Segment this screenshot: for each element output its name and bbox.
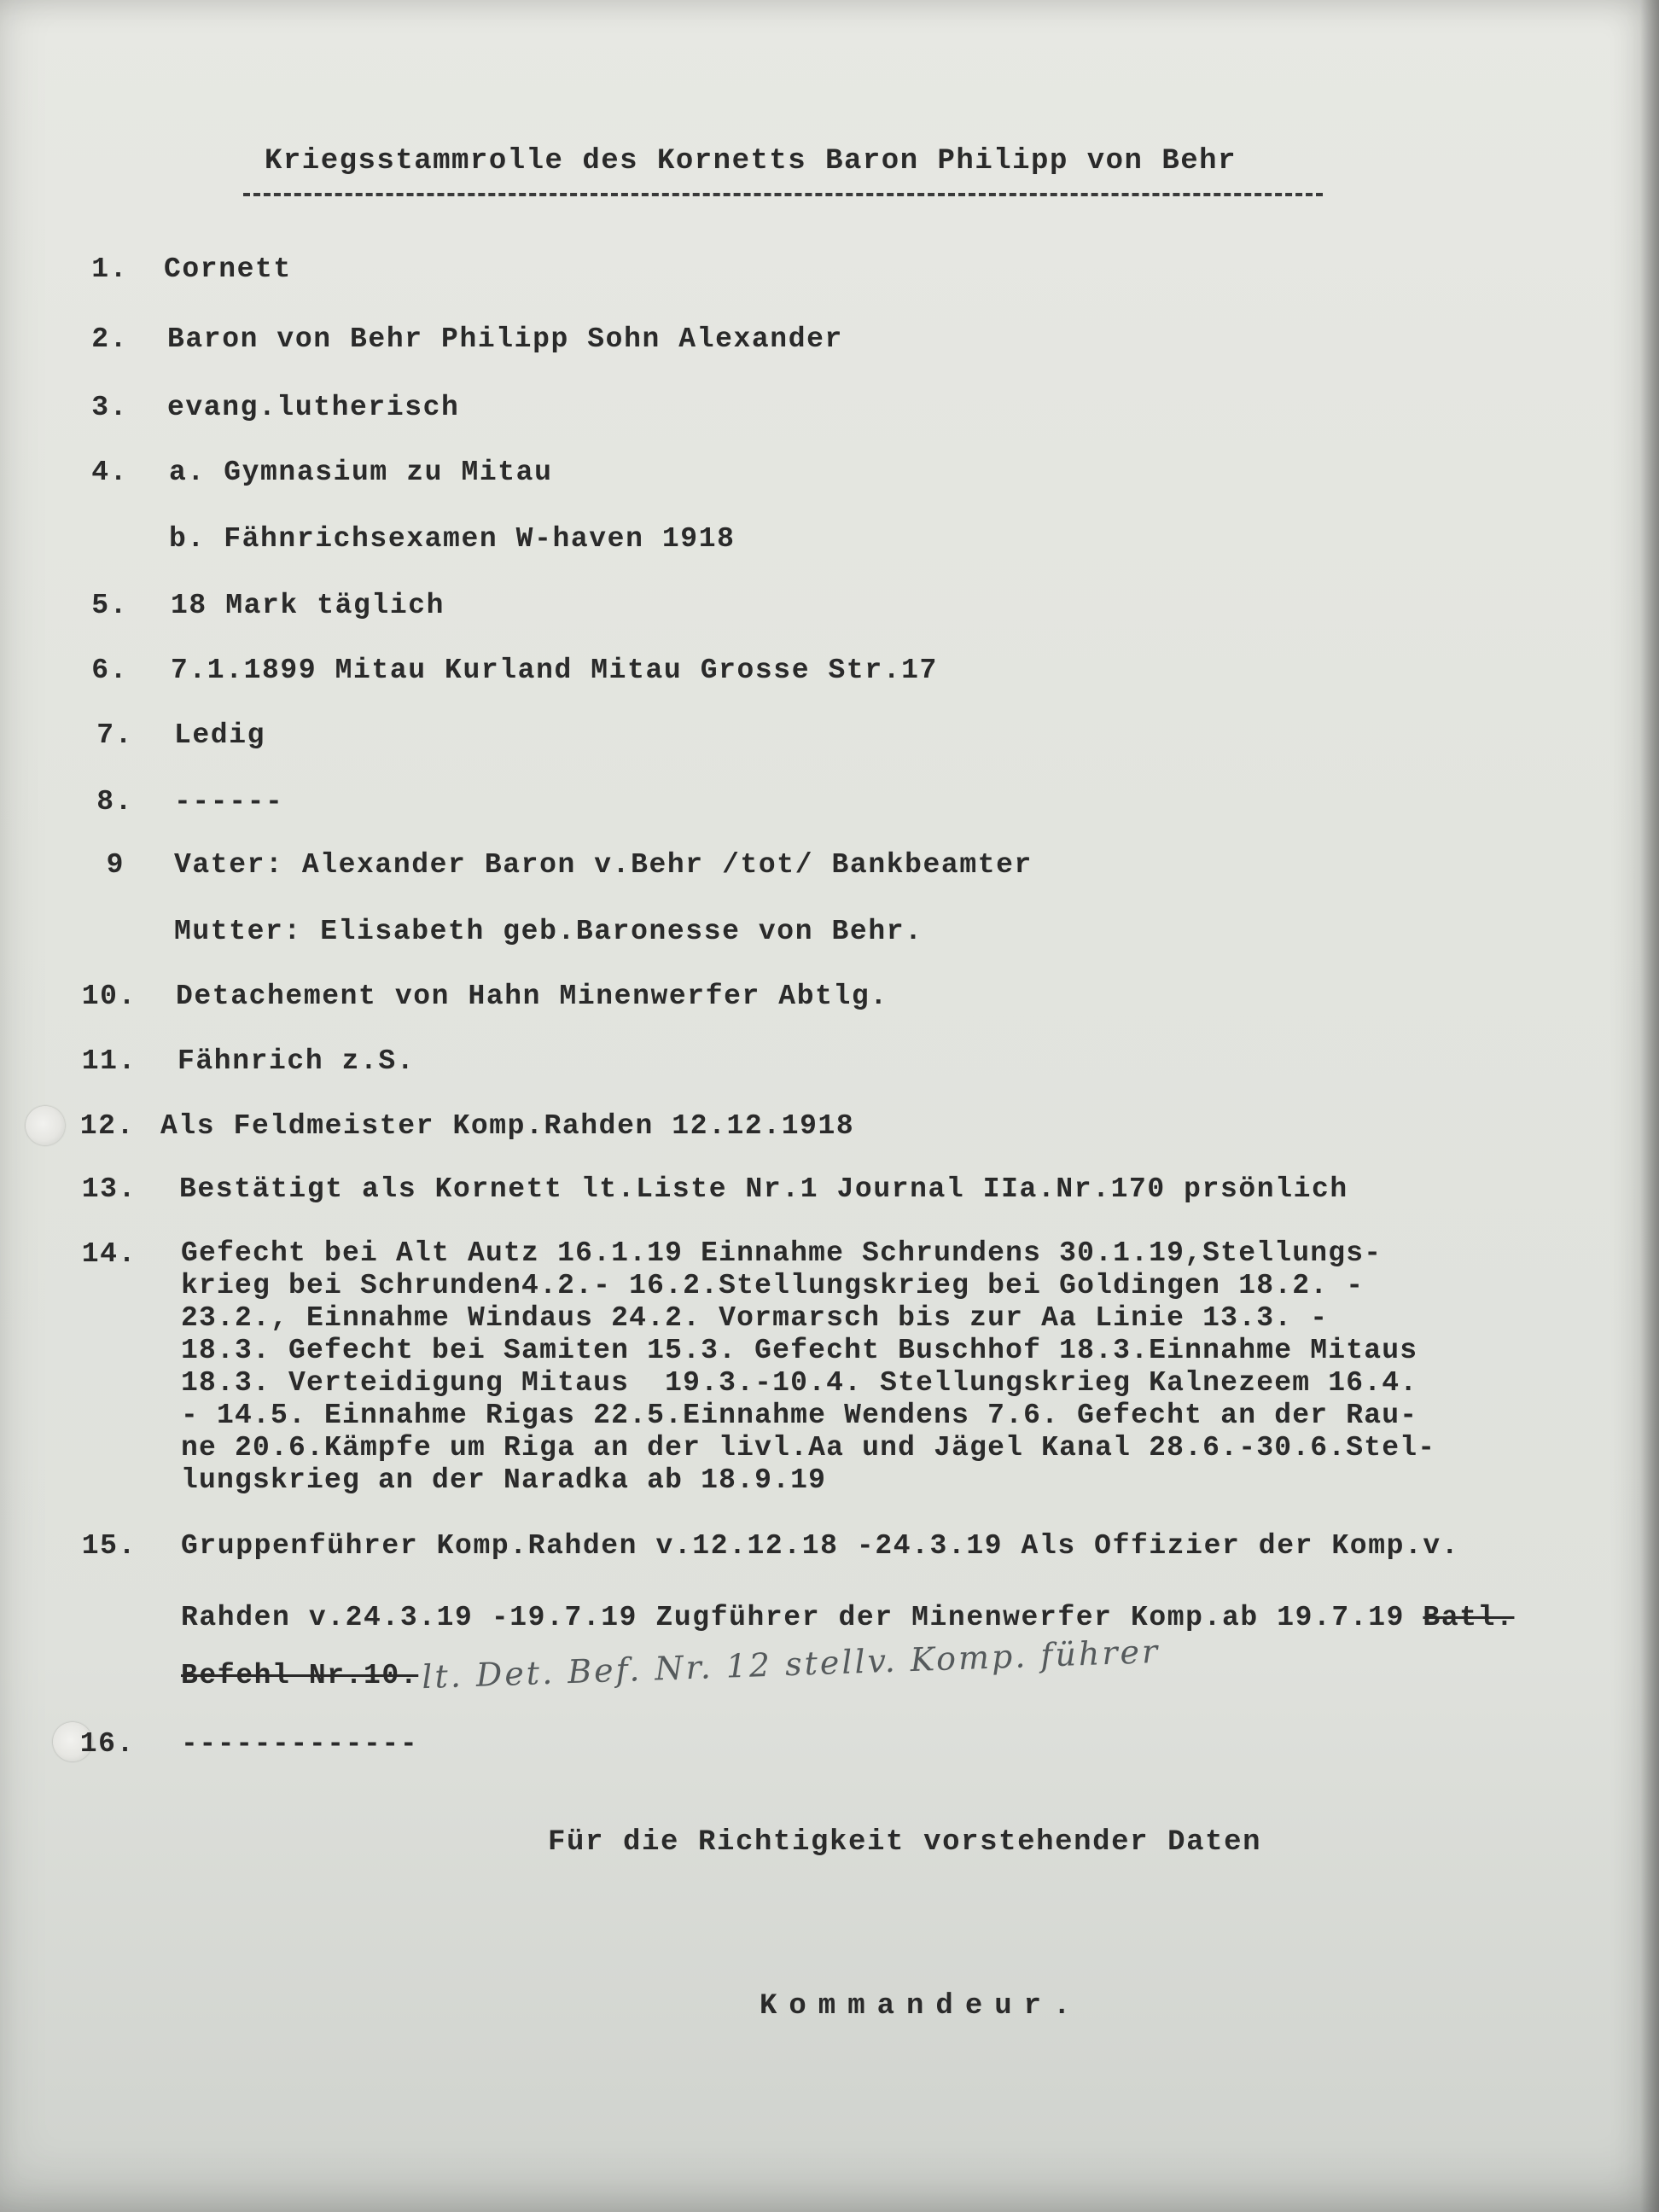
entry-number: 15.: [81, 1530, 137, 1562]
entry-text: -------------: [181, 1728, 419, 1760]
entry-number: 4.: [91, 457, 128, 488]
entry-number: 3.: [91, 392, 128, 423]
entry-text: Vater: Alexander Baron v.Behr /tot/ Bankbeamter: [174, 849, 1033, 881]
entry-number: 5.: [91, 590, 128, 621]
signature-label: Kommandeur.: [760, 1990, 1083, 2023]
struck-text: Befehl Nr.10.: [181, 1660, 419, 1691]
paper-edge-shadow: [1640, 0, 1659, 2212]
entry-text: a. Gymnasium zu Mitau: [169, 457, 553, 488]
entry-number: 10.: [81, 981, 137, 1012]
entry-14-campaign-text: Gefecht bei Alt Autz 16.1.19 Einnahme Schrundens 30.1.19,Stellungs- krieg bei Schrunden4.2.- 16.2.Stellungskrieg bei Goldingen 18.2. - 23.2., Einnahme Windaus 24.2. Vormarsch bis zur Aa Linie 13.3. - 18.3. Gefecht bei Samiten 15.3. Gefecht Buschhof 18.3.Einnahme Mitaus 18.3. Verteidigung Mitaus 19.3.-10.4. Stellungskrieg Kalnezeem 16.4. - 14.5. Einnahme Rigas 22.5.Einnahme Wendens 7.6. Gefecht an der Rau- ne 20.6.Kämpfe um Riga an der livl.Aa und Jägel Kanal 28.6.-30.6.Stel- lungskrieg an der Naradka ab 18.9.19: [181, 1237, 1436, 1496]
entry-row-15-line3: [181, 1659, 418, 1693]
entry-text: ------: [174, 786, 284, 818]
entry-text: Als Feldmeister Komp.Rahden 12.12.1918: [160, 1110, 855, 1142]
entry-text: Gruppenführer Komp.Rahden v.12.12.18 -24.3.19 Als Offizier der Komp.v.: [181, 1530, 1460, 1562]
entry-row-15-line2: [181, 1601, 1514, 1635]
entry-text: evang.lutherisch: [167, 392, 460, 423]
entry-number: 16.: [79, 1728, 135, 1760]
entry-number: 11.: [81, 1045, 137, 1077]
entry-number: 14.: [81, 1238, 137, 1270]
entry-number: 8.: [96, 786, 133, 818]
entry-number: 2.: [91, 323, 128, 355]
entry-text: Baron von Behr Philipp Sohn Alexander: [167, 323, 843, 355]
entry-text: Bestätigt als Kornett lt.Liste Nr.1 Journal IIa.Nr.170 prsönlich: [179, 1173, 1348, 1205]
entry-number: 12.: [79, 1110, 135, 1142]
entry-number: 6.: [91, 655, 128, 686]
entry-number: 13.: [81, 1173, 137, 1205]
certification-line: Für die Richtigkeit vorstehender Daten: [548, 1826, 1262, 1859]
entry-text: 7.1.1899 Mitau Kurland Mitau Grosse Str.17: [171, 655, 938, 686]
entry-text: 18 Mark täglich: [171, 590, 445, 621]
entry-text: Ledig: [174, 719, 266, 751]
entry-number: 7.: [96, 719, 133, 751]
entry-text: b. Fähnrichsexamen W-haven 1918: [169, 523, 736, 555]
title-underline: [243, 193, 1323, 196]
entry-number: 9: [106, 849, 125, 881]
entry-text: Rahden v.24.3.19 -19.7.19 Zugführer der Minenwerfer Komp.ab 19.7.19: [181, 1602, 1423, 1633]
handwritten-annotation: lt. Det. Bef. Nr. 12 stellv. Komp. führer: [421, 1632, 1161, 1697]
entry-number: 1.: [91, 253, 128, 285]
struck-text: Batl.: [1423, 1602, 1515, 1633]
entry-text: Fähnrich z.S.: [178, 1045, 416, 1077]
entry-text: Detachement von Hahn Minenwerfer Abtlg.: [176, 981, 888, 1012]
document-title: Kriegsstammrolle des Kornetts Baron Philipp von Behr: [265, 145, 1237, 178]
entry-text: Cornett: [164, 253, 292, 285]
entry-text: Mutter: Elisabeth geb.Baronesse von Behr.: [174, 916, 923, 947]
